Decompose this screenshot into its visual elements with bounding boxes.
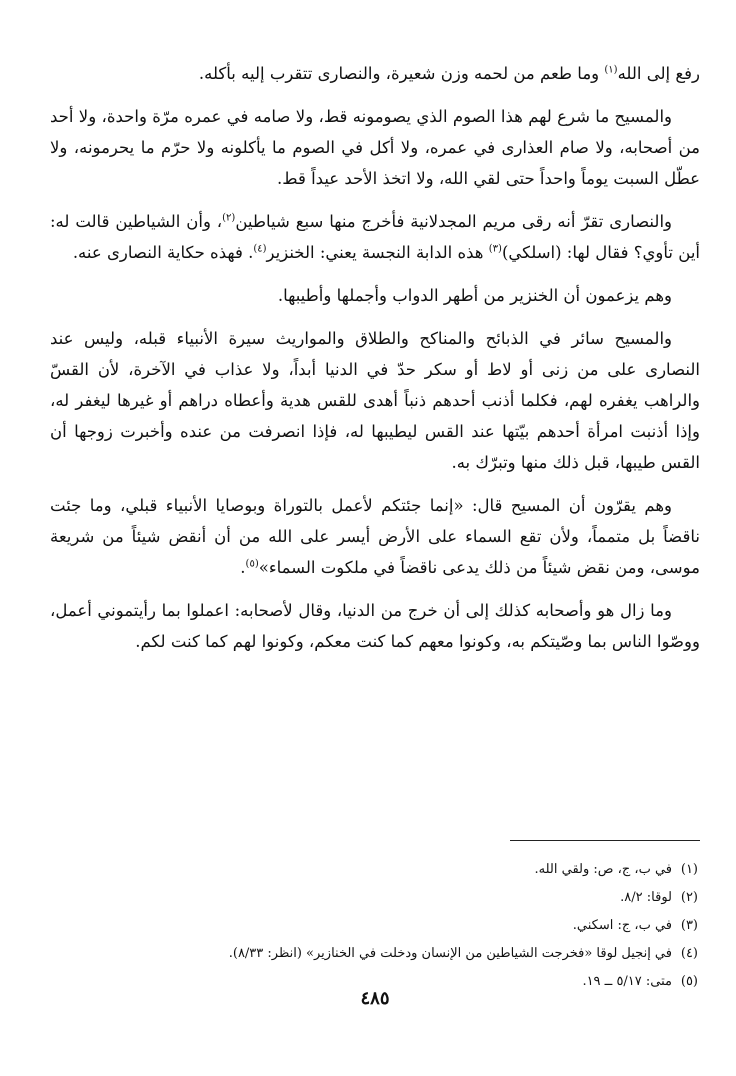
footnote	[50, 940, 698, 968]
footnote	[50, 884, 698, 912]
page-number: ٤٨٥	[360, 988, 390, 1009]
paragraph	[50, 490, 700, 583]
footnote-number: (٥)	[680, 974, 698, 989]
footnote-text: متى: ٥/١٧ ــ ١٩.	[582, 974, 672, 989]
footnotes	[50, 856, 698, 996]
paragraph-text: وهم يزعمون أن الخنزير من أطهر الدواب وأجملها وأطيبها.	[277, 286, 672, 305]
paragraph	[50, 595, 700, 657]
paragraph	[50, 206, 700, 268]
paragraph-text: والمسيح سائر في الذبائح والمناكح والطلاق والمواريث سيرة الأنبياء قبله، وليس عند النصارى على من زنى أو لاط أو سكر حدّ في الدنيا أبداً، ولا عذاب في الآخرة، لأن القسّ والراهب يغفره لهم، فكلما أذنب أحدهم ذنباً أهدى للقس هدية وأعطاه دراهم أو غيرها ليغفر له، وإذا أذنبت امرأة أحدهم بيّتها عند القس ليطيبها له، فإذا انصرفت من عنده وأخبرت زوجها أن القس طيبها، قبل ذلك منها وتبرّك به.	[50, 329, 700, 472]
paragraph-text: والمسيح ما شرع لهم هذا الصوم الذي يصومونه قط، ولا صامه في عمره مرّة واحدة، ولا أحد من أصحابه، ولا صام العذارى في عمره، ولا أكل في الصوم ما يأكلونه ولا حرّم ما يحرمونه، ولا عطّل السبت يوماً واحداً حتى لقي الله، ولا اتخذ الأحد عيداً قط.	[50, 107, 700, 188]
footnote-number: (١)	[680, 862, 698, 877]
paragraph	[50, 323, 700, 478]
footnote-reference: (٥)	[245, 558, 259, 570]
paragraph-text: وما طعم من لحمه وزن شعيرة، والنصارى تتقرب إليه بأكله.	[198, 64, 605, 83]
footnote	[50, 856, 698, 884]
footnote-text: في ب، ج: اسكني.	[572, 918, 672, 933]
footnote-text: في إنجيل لوقا «فخرجت الشياطين من الإنسان ودخلت في الخنازير» (انظر: ٨/٣٣).	[228, 946, 672, 961]
footnote-text: لوقا: ٨/٢.	[620, 890, 672, 905]
footnote-text: في ب، ج، ص: ولقي الله.	[534, 862, 672, 877]
paragraph	[50, 280, 700, 311]
paragraph	[50, 58, 700, 89]
paragraph-text: والنصارى تقرّ أنه رقى مريم المجدلانية فأخرج منها سبع شياطين	[235, 212, 672, 231]
paragraph-text: وما زال هو وأصحابه كذلك إلى أن خرج من الدنيا، وقال لأصحابه: اعملوا بما رأيتموني أعمل، ووصّوا الناس بما وصّيتكم به، وكونوا معهم كما كنت معكم، وكونوا لهم كما كنت لكم.	[50, 601, 700, 651]
main-text	[50, 58, 700, 657]
paragraph-text: رفع إلى الله	[617, 64, 700, 83]
footnote-number: (٢)	[680, 890, 698, 905]
footnote-reference: (٤)	[253, 243, 267, 255]
paragraph-text: ، وأن الشياطين قالت له: أين تأوي؟ فقال لها: (اسلكي)	[50, 212, 700, 262]
book-page	[50, 58, 700, 1076]
paragraph-text: .	[240, 558, 246, 577]
footnote-divider	[510, 840, 700, 841]
paragraph	[50, 101, 700, 194]
footnote-reference: (١)	[604, 64, 618, 76]
footnote-reference: (٢)	[222, 212, 236, 224]
footnote-number: (٤)	[680, 946, 698, 961]
footnote-reference: (٣)	[488, 243, 502, 255]
footnote-number: (٣)	[680, 918, 698, 933]
paragraph-text: . فهذه حكاية النصارى عنه.	[72, 243, 254, 262]
paragraph-text: وهم يقرّون أن المسيح قال: «إنما جئتكم لأعمل بالتوراة وبوصايا الأنبياء قبلي، وما جئت ناقضاً بل متمماً، ولأن تقع السماء على الأرض أيسر على الله من أن أنقض شيئاً من شريعة موسى، ومن نقض شيئاً من ذلك يدعى ناقضاً في ملكوت السماء»	[50, 496, 700, 577]
paragraph-text: هذه الدابة النجسة يعني: الخنزير	[266, 243, 489, 262]
footnote	[50, 912, 698, 940]
